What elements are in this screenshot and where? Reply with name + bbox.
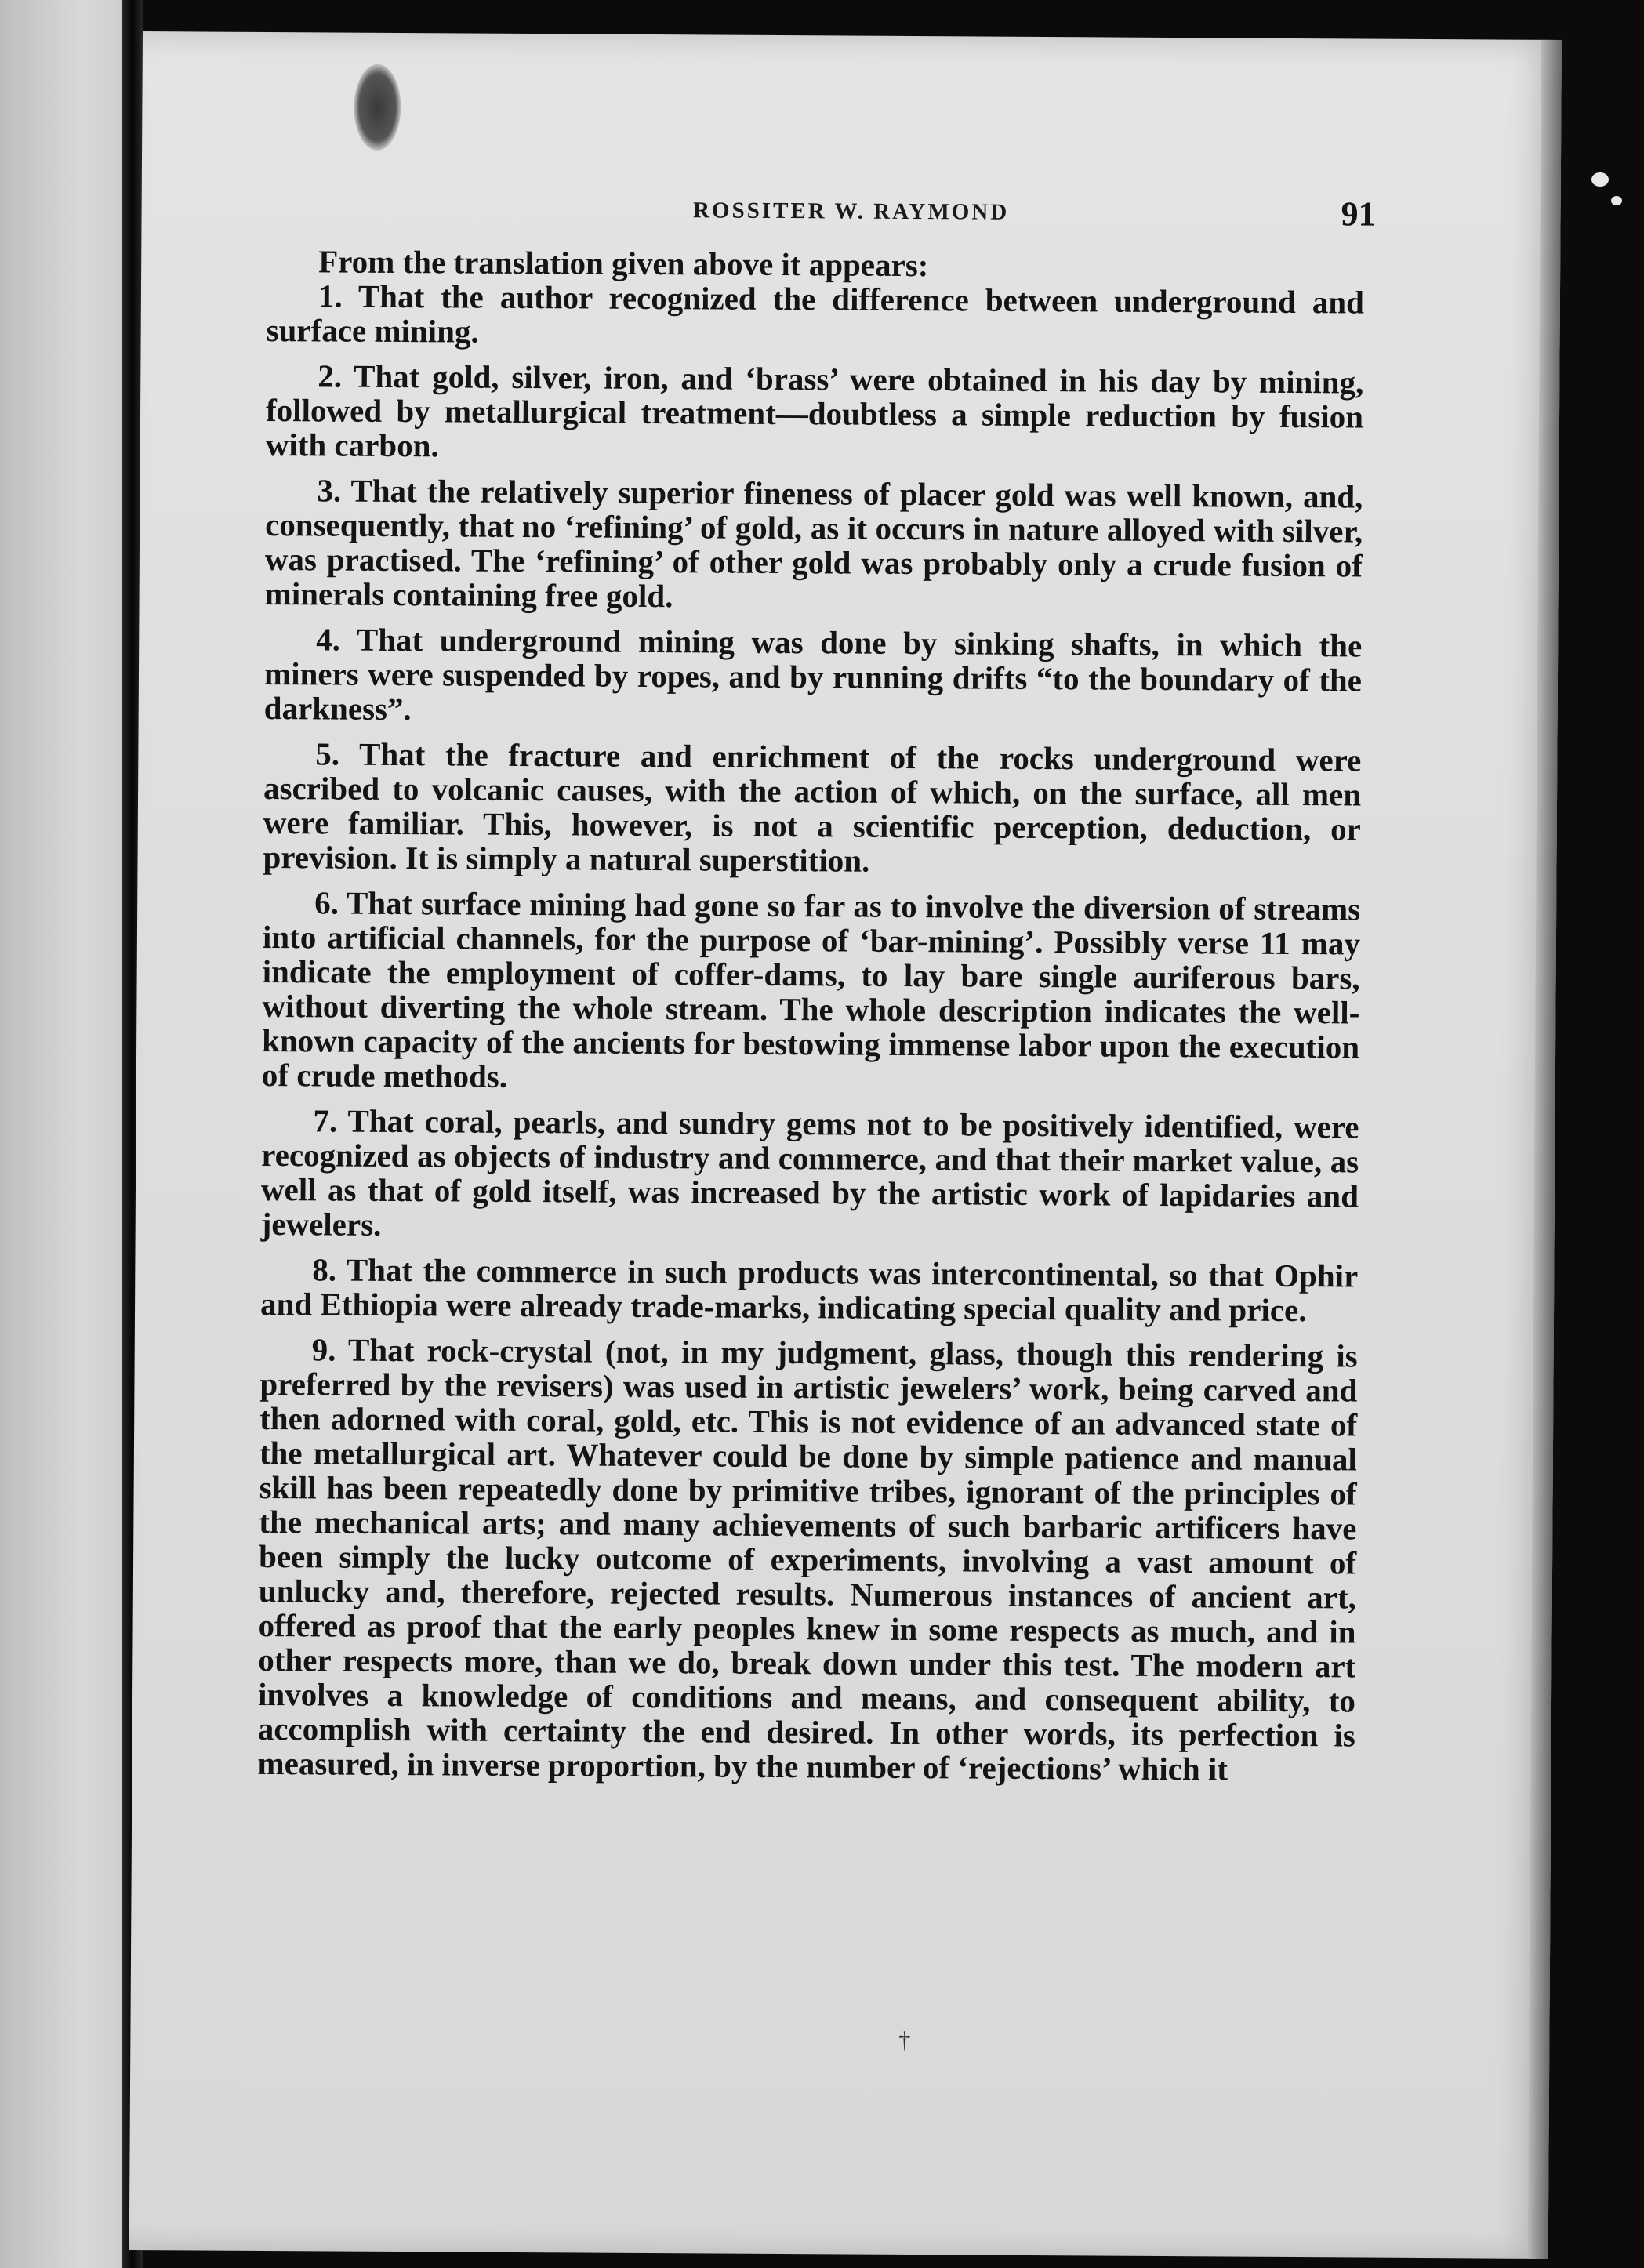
- running-head: ROSSITER W. RAYMOND: [692, 198, 1010, 225]
- numbered-paragraph-6: 6. That surface mining had gone so far as to involve the diversion of streams into artificial channels, for the purpose of ‘bar-mining’. Possibly verse 11 may indicate the employment of coffer-dams, to lay bare single auriferous bars, without diverting the whole stream. The whole description indicates the well-known capacity of the ancients for bestowing immense labor upon the execution of crude methods.: [261, 884, 1361, 1094]
- facing-page-edge: [0, 0, 140, 2268]
- numbered-paragraph-1: 1. That the author recognized the difference between underground and surface mining.: [266, 278, 1365, 350]
- intro-line: From the translation given above it appears:: [318, 243, 929, 284]
- page-header: [142, 157, 1561, 234]
- footer-mark: †: [898, 2027, 911, 2054]
- numbered-paragraph-9: 9. That rock-crystal (not, in my judgment, glass, though this rendering is preferred by the revisers) was used in artistic jewelers’ work, being carved and then adorned with coral, gold, etc. This is not evidence of an advanced state of the metallurgical art. Whatever could be done by simple patience and manual skill has been repeatedly done by primitive tribes, ignorant of the principles of the mechanical arts; and many achievements of such barbaric artificers have been simply the lucky outcome of experiments, involving a vast amount of unlucky and, therefore, rejected results. Numerous instances of ancient art, offered as proof that the early peoples knew in some respects as much, and in other respects more, than we do, break down under this test. The modern art involves a knowledge of conditions and means, and consequent ability, to accomplish with certainty the end desired. In other words, its perfection is measured, in inverse proportion, by the number of ‘rejections’ which it: [257, 1331, 1358, 1787]
- scan-speck: [1591, 172, 1609, 187]
- numbered-paragraph-5: 5. That the fracture and enrichment of the rocks underground were ascribed to volcanic causes, with the action of which, on the surface, all men were familiar. This, however, is not a scientific perception, deduction, or prevision. It is simply a natural superstition.: [263, 735, 1362, 879]
- numbered-paragraph-2: 2. That gold, silver, iron, and ‘brass’ were obtained in his day by mining, followed by metallurgical treatment—doubtless a simple reduction by fusion with carbon.: [265, 357, 1364, 464]
- page-edge-shadow: [1528, 40, 1562, 2259]
- numbered-paragraph-3: 3. That the relatively superior fineness of placer gold was well known, and, consequently, that no ‘refining’ of gold, as it occurs in nature alloyed with silver, was practised. The ‘refining’ of other gold was probably only a crude fusion of minerals containing free gold.: [264, 472, 1363, 615]
- numbered-paragraph-8: 8. That the commerce in such products was intercontinental, so that Ophir and Ethiopia were already trade-marks, indicating special quality and price.: [259, 1251, 1359, 1329]
- body-text: [257, 244, 1364, 1798]
- book-page: [129, 31, 1562, 2259]
- scan-speck: [1611, 196, 1622, 205]
- page-number: 91: [1341, 194, 1376, 234]
- numbered-paragraph-7: 7. That coral, pearls, and sundry gems not to be positively identified, were recognized as objects of industry and commerce, and that their market value, as well as that of gold itself, was increased by the artistic work of lapidaries and jewelers.: [260, 1102, 1359, 1243]
- thumb-smudge: [354, 64, 401, 151]
- numbered-paragraph-4: 4. That underground mining was done by sinking shafts, in which the miners were suspended by ropes, and by running drifts “to the boundary of the darkness”.: [263, 621, 1363, 728]
